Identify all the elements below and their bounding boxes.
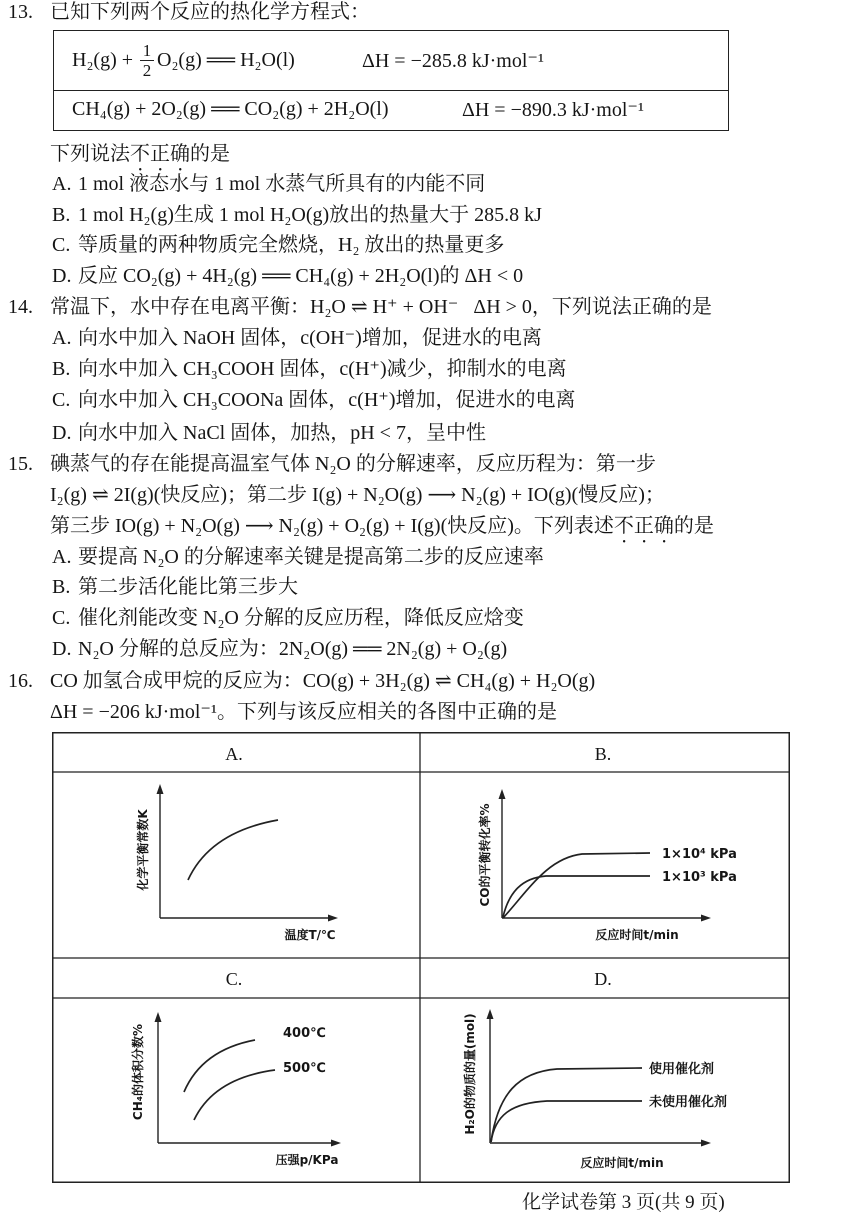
option-text: 向水中加入 CH₃COOH 固体，c(H⁺)减少，抑制水的电离 xyxy=(78,358,567,380)
option-text: 向水中加入 NaOH 固体，c(OH⁻)增加，促进水的电离 xyxy=(78,327,542,349)
panel-label-b: B. xyxy=(594,744,612,764)
option-label: C. xyxy=(52,234,71,256)
option-label: A. xyxy=(52,327,72,349)
curve-label-1e3-kpa: 1×10³ kPa xyxy=(662,870,737,885)
panel-label-c: C. xyxy=(225,969,243,989)
curve-1e4-kpa xyxy=(503,853,650,918)
curve-label-400c: 400℃ xyxy=(283,1026,326,1041)
curve-without-catalyst xyxy=(491,1101,642,1142)
option-label: B. xyxy=(52,358,71,380)
q16-stem-line-1 xyxy=(0,669,860,693)
q15-stem-line-1 xyxy=(0,452,860,476)
prompt-emphasis: 不正确 xyxy=(613,515,674,537)
option-label: A. xyxy=(52,173,72,195)
y-axis-label: H₂O的物质的量(mol) xyxy=(463,1013,477,1135)
q14-option-c xyxy=(0,388,860,412)
y-axis-label: CH₄的体积分数% xyxy=(131,1023,145,1121)
y-axis-arrow xyxy=(157,784,164,794)
equation-row-methane xyxy=(54,91,728,128)
option-label: D. xyxy=(52,422,72,444)
equation: CH₄(g) + 2O₂(g) ══ CO₂(g) + 2H₂O(l) xyxy=(72,98,389,120)
q13-option-c xyxy=(0,233,860,257)
option-label: B. xyxy=(52,576,71,598)
figure-grid xyxy=(52,732,790,1183)
curve-400c xyxy=(184,1040,255,1092)
q13-option-d xyxy=(0,264,860,288)
question-stem: 碘蒸气的存在能提高温室气体 N₂O 的分解速率，反应历程为：第一步 xyxy=(50,453,656,475)
question-prompt xyxy=(50,514,714,548)
enthalpy-change: ΔH = −285.8 kJ·mol⁻¹ xyxy=(362,50,544,72)
question-stem: I₂(g) ⇌ 2I(g)(快反应)；第二步 I(g) + N₂O(g) ⟶ N₂(g) + IO(g)(慢反应)； xyxy=(50,484,665,506)
option-label: A. xyxy=(52,546,72,568)
option-text: 等质量的两种物质完全燃烧，H₂ 放出的热量更多 xyxy=(78,234,505,256)
q14-option-b xyxy=(0,357,860,381)
option-text: 反应 CO₂(g) + 4H₂(g) ══ CH₄(g) + 2H₂O(l)的 ΔH < 0 xyxy=(78,265,524,287)
x-axis-label: 反应时间t/min xyxy=(580,1156,664,1170)
question-number: 16. xyxy=(8,670,33,692)
y-axis-arrow xyxy=(499,789,506,799)
y-axis-arrow xyxy=(487,1009,494,1019)
x-axis-label: 压强p/KPa xyxy=(275,1153,339,1167)
x-axis-label: 反应时间t/min xyxy=(595,928,679,942)
question-number: 13. xyxy=(8,1,33,23)
question-stem: ΔH = −206 kJ·mol⁻¹。下列与该反应相关的各图中正确的是 xyxy=(50,701,557,723)
x-axis-label: 温度T/℃ xyxy=(284,928,336,942)
question-number: 14. xyxy=(8,296,33,318)
option-text: 第二步活化能比第三步大 xyxy=(78,576,298,598)
curve-with-catalyst xyxy=(491,1068,642,1142)
equation-remaining-part: O₂(g) ══ H₂O(l) xyxy=(157,49,295,71)
equation xyxy=(72,31,295,90)
thermochemical-equation-table xyxy=(53,30,729,131)
q14-option-d xyxy=(0,421,860,445)
question-number: 15. xyxy=(8,453,33,475)
option-label: D. xyxy=(52,265,72,287)
question-prompt xyxy=(50,142,230,176)
panel-c-plot xyxy=(130,1012,341,1167)
curve-label-with-catalyst: 使用催化剂 xyxy=(649,1062,715,1077)
prompt-text-end: 的是 xyxy=(190,143,230,165)
q15-stem-line-3 xyxy=(0,514,860,538)
fraction-numerator: 1 xyxy=(142,41,152,60)
panel-b-plot xyxy=(477,789,737,942)
panel-label-d: D. xyxy=(594,969,612,989)
equation-reactant-part: H₂(g) + xyxy=(72,49,134,71)
y-axis-label: 化学平衡常数K xyxy=(136,809,150,891)
option-label: C. xyxy=(52,389,71,411)
question-stem: 已知下列两个反应的热化学方程式： xyxy=(50,1,370,23)
x-axis-arrow xyxy=(331,1140,341,1147)
option-label: B. xyxy=(52,204,71,226)
curve-label-without-catalyst: 未使用催化剂 xyxy=(649,1095,728,1110)
option-label: D. xyxy=(52,638,72,660)
curve-500c xyxy=(194,1070,275,1120)
y-axis-arrow xyxy=(155,1012,162,1022)
question-stem: CO 加氢合成甲烷的反应为：CO(g) + 3H₂(g) ⇌ CH₄(g) + H₂O(g) xyxy=(50,670,596,692)
option-label: C. xyxy=(52,607,71,629)
q13-option-b xyxy=(0,203,860,227)
equilibrium-constant-curve xyxy=(188,820,278,880)
prompt-text-end: 的是 xyxy=(673,515,714,537)
option-text: 催化剂能改变 N₂O 分解的反应历程，降低反应焓变 xyxy=(78,607,524,629)
page-footer: 化学试卷第 3 页(共 9 页) xyxy=(522,1192,725,1213)
x-axis-arrow xyxy=(701,1140,711,1147)
q13-stem-line xyxy=(0,0,860,24)
panel-label-a: A. xyxy=(225,744,243,764)
option-text: N₂O 分解的总反应为：2N₂O(g) ══ 2N₂(g) + O₂(g) xyxy=(78,638,508,660)
q13-prompt-line xyxy=(0,142,860,166)
option-text: 向水中加入 NaCl 固体，加热，pH < 7，呈中性 xyxy=(78,422,486,444)
q15-option-a xyxy=(0,545,860,569)
q16-stem-line-2 xyxy=(0,700,860,724)
x-axis-arrow xyxy=(701,915,711,922)
q15-option-c xyxy=(0,606,860,630)
equation-row-hydrogen xyxy=(54,31,728,91)
option-text: 1 mol H₂(g)生成 1 mol H₂O(g)放出的热量大于 285.8 kJ xyxy=(78,204,542,226)
question-stem: 常温下，水中存在电离平衡：H₂O ⇌ H⁺ + OH⁻ ΔH > 0，下列说法正确的是 xyxy=(50,296,712,318)
prompt-emphasis: 不正确 xyxy=(130,143,190,165)
x-axis-arrow xyxy=(328,915,338,922)
prompt-text: 第三步 IO(g) + N₂O(g) ⟶ N₂(g) + O₂(g) + I(g)(快反应)。下列表述 xyxy=(50,515,614,537)
q13-option-a xyxy=(0,172,860,196)
fraction-denominator: 2 xyxy=(142,61,152,80)
curve-1e3-kpa xyxy=(503,876,650,917)
q15-stem-line-2 xyxy=(0,483,860,507)
curve-label-1e4-kpa: 1×10⁴ kPa xyxy=(662,847,737,862)
option-text: 向水中加入 CH₃COONa 固体，c(H⁺)增加，促进水的电离 xyxy=(78,389,576,411)
q15-option-b xyxy=(0,575,860,599)
enthalpy-change: ΔH = −890.3 kJ·mol⁻¹ xyxy=(462,99,644,121)
panel-a-plot xyxy=(135,784,338,942)
y-axis-label: CO的平衡转化率% xyxy=(478,803,492,907)
option-text: 要提高 N₂O 的分解速率关键是提高第二步的反应速率 xyxy=(78,546,544,568)
panel-d-plot xyxy=(462,1009,727,1170)
q14-option-a xyxy=(0,326,860,350)
q15-option-d xyxy=(0,637,860,661)
prompt-text: 下列说法 xyxy=(50,143,130,165)
option-text: 1 mol 液态水与 1 mol 水蒸气所具有的内能不同 xyxy=(78,173,486,195)
q14-stem-line xyxy=(0,295,860,319)
curve-label-500c: 500℃ xyxy=(283,1061,326,1076)
fraction-one-half xyxy=(140,42,154,79)
